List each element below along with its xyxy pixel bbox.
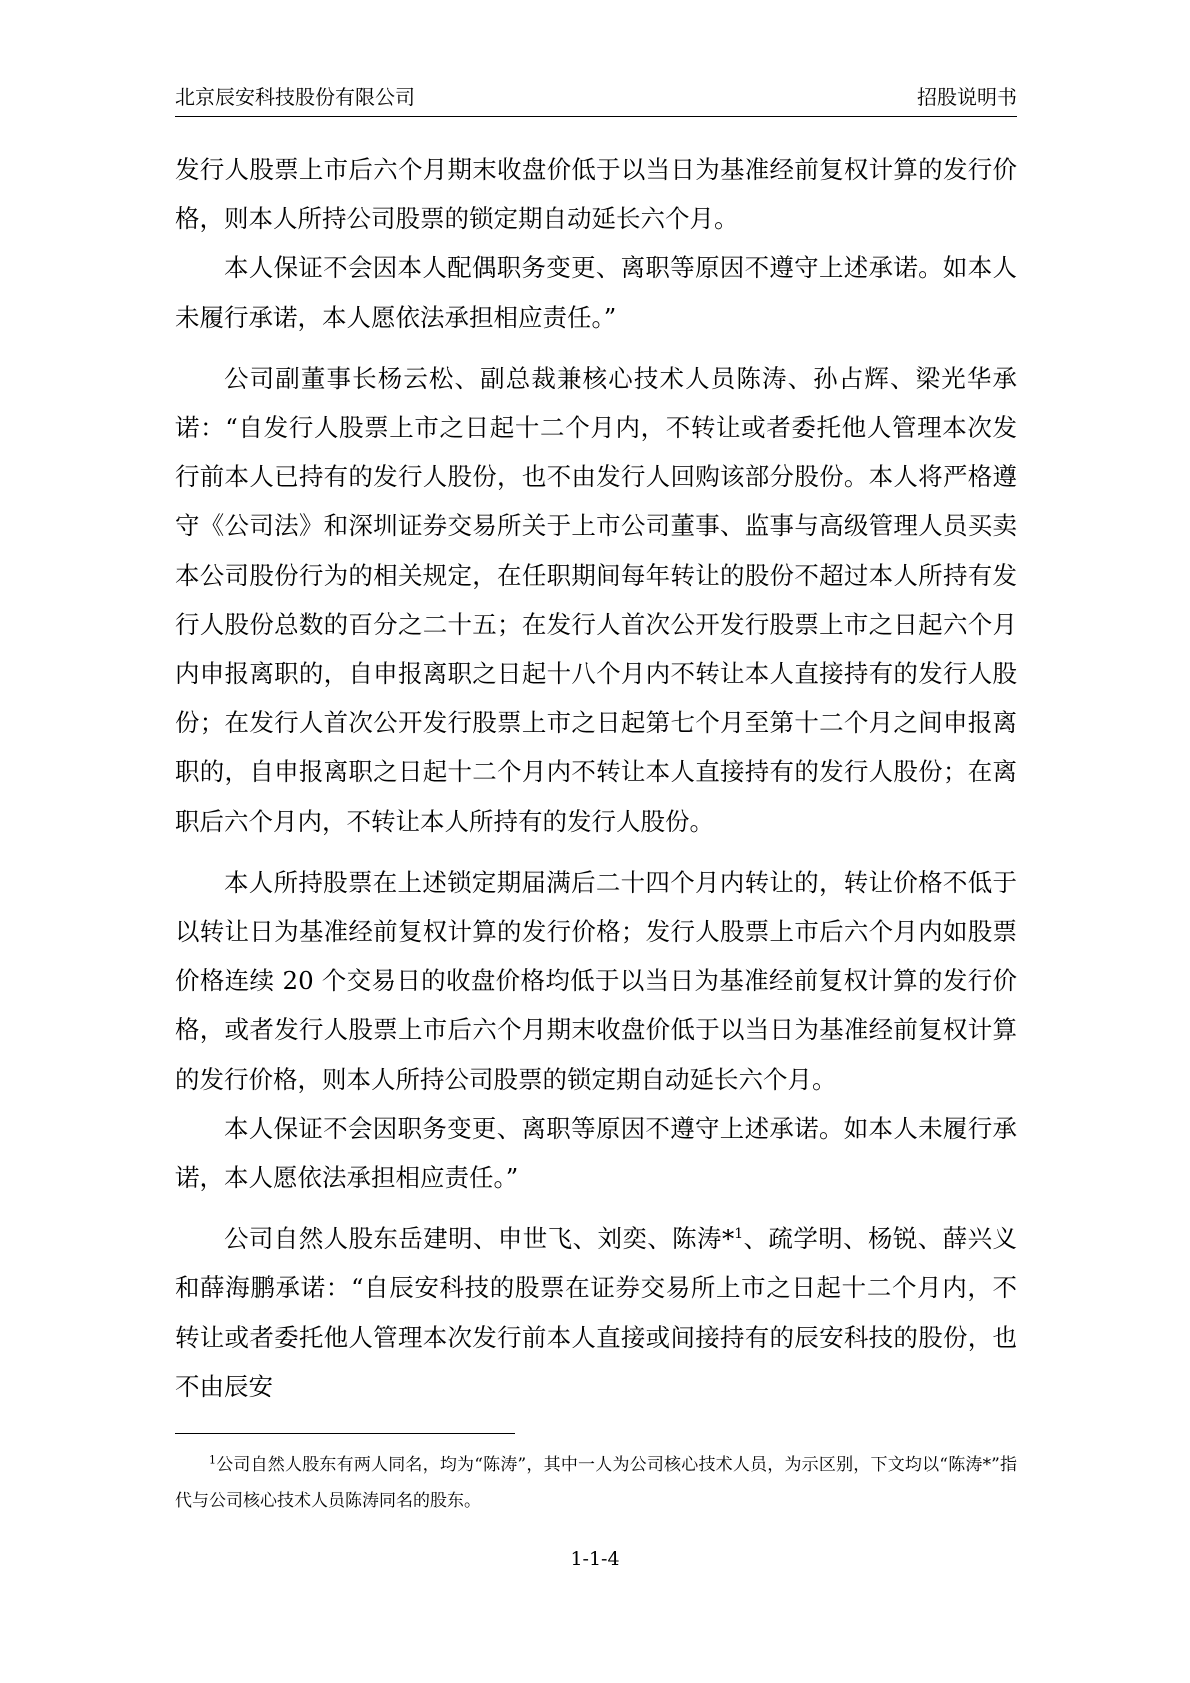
footnote-separator (175, 1433, 515, 1434)
header-document-type: 招股说明书 (917, 85, 1017, 109)
paragraph-with-footnote (175, 1214, 1017, 1411)
footnote-marker: 1 (209, 1453, 216, 1467)
paragraph-text: 、疏学明、杨锐、薛兴义和薛海鹏承诺：“自辰安科技的股票在证券交易所上市之日起十二个月内，不转让或者委托他人管理本次发行前本人直接或间接持有的辰安科技的股份，也不由辰安 (175, 1224, 1017, 1401)
paragraph: 公司副董事长杨云松、副总裁兼核心技术人员陈涛、孙占辉、梁光华承诺：“自发行人股票上市之日起十二个月内，不转让或者委托他人管理本次发行前本人已持有的发行人股份，也不由发行人回购该部分股份。本人将严格遵守《公司法》和深圳证券交易所关于上市公司董事、监事与高级管理人员买卖本公司股份行为的相关规定，在任职期间每年转让的股份不超过本人所持有发行人股份总数的百分之二十五；在发行人首次公开发行股票上市之日起六个月内申报离职的，自申报离职之日起十八个月内不转让本人直接持有的发行人股份；在发行人首次公开发行股票上市之日起第七个月至第十二个月之间申报离职的，自申报离职之日起十二个月内不转让本人直接持有的发行人股份；在离职后六个月内，不转让本人所持有的发行人股份。 (175, 363, 1017, 836)
page-body (175, 145, 1017, 1411)
page-number: 1-1-4 (570, 1548, 620, 1570)
header-company-name: 北京辰安科技股份有限公司 (175, 85, 415, 109)
footnote-reference[interactable]: 1 (734, 1226, 744, 1243)
paragraph-continuation: 发行人股票上市后六个月期末收盘价低于以当日为基准经前复权计算的发行价格，则本人所持公司股票的锁定期自动延长六个月。 (175, 155, 1017, 234)
paragraph-text: 公司自然人股东岳建明、申世飞、刘奕、陈涛* (224, 1224, 735, 1254)
paragraph: 本人保证不会因本人配偶职务变更、离职等原因不遵守上述承诺。如本人未履行承诺，本人愿依法承担相应责任。” (175, 253, 1017, 332)
page-header (175, 84, 1017, 117)
paragraph: 本人保证不会因职务变更、离职等原因不遵守上述承诺。如本人未履行承诺，本人愿依法承担相应责任。” (175, 1113, 1017, 1193)
footnote (175, 1447, 1017, 1519)
footnote-text: 公司自然人股东有两人同名，均为“陈涛”，其中一人为公司核心技术人员，为示区别，下文均以“陈涛*”指代与公司核心技术人员陈涛同名的股东。 (175, 1455, 1017, 1511)
paragraph: 本人所持股票在上述锁定期届满后二十四个月内转让的，转让价格不低于以转让日为基准经前复权计算的发行价格；发行人股票上市后六个月内如股票价格连续 20 个交易日的收盘价格均低于以当日为基准经前复权计算的发行价格，或者发行人股票上市后六个月期末收盘价低于以当日为基准经前复权计算的发行价格，则本人所持公司股票的锁定期自动延长六个月。 (175, 867, 1017, 1094)
